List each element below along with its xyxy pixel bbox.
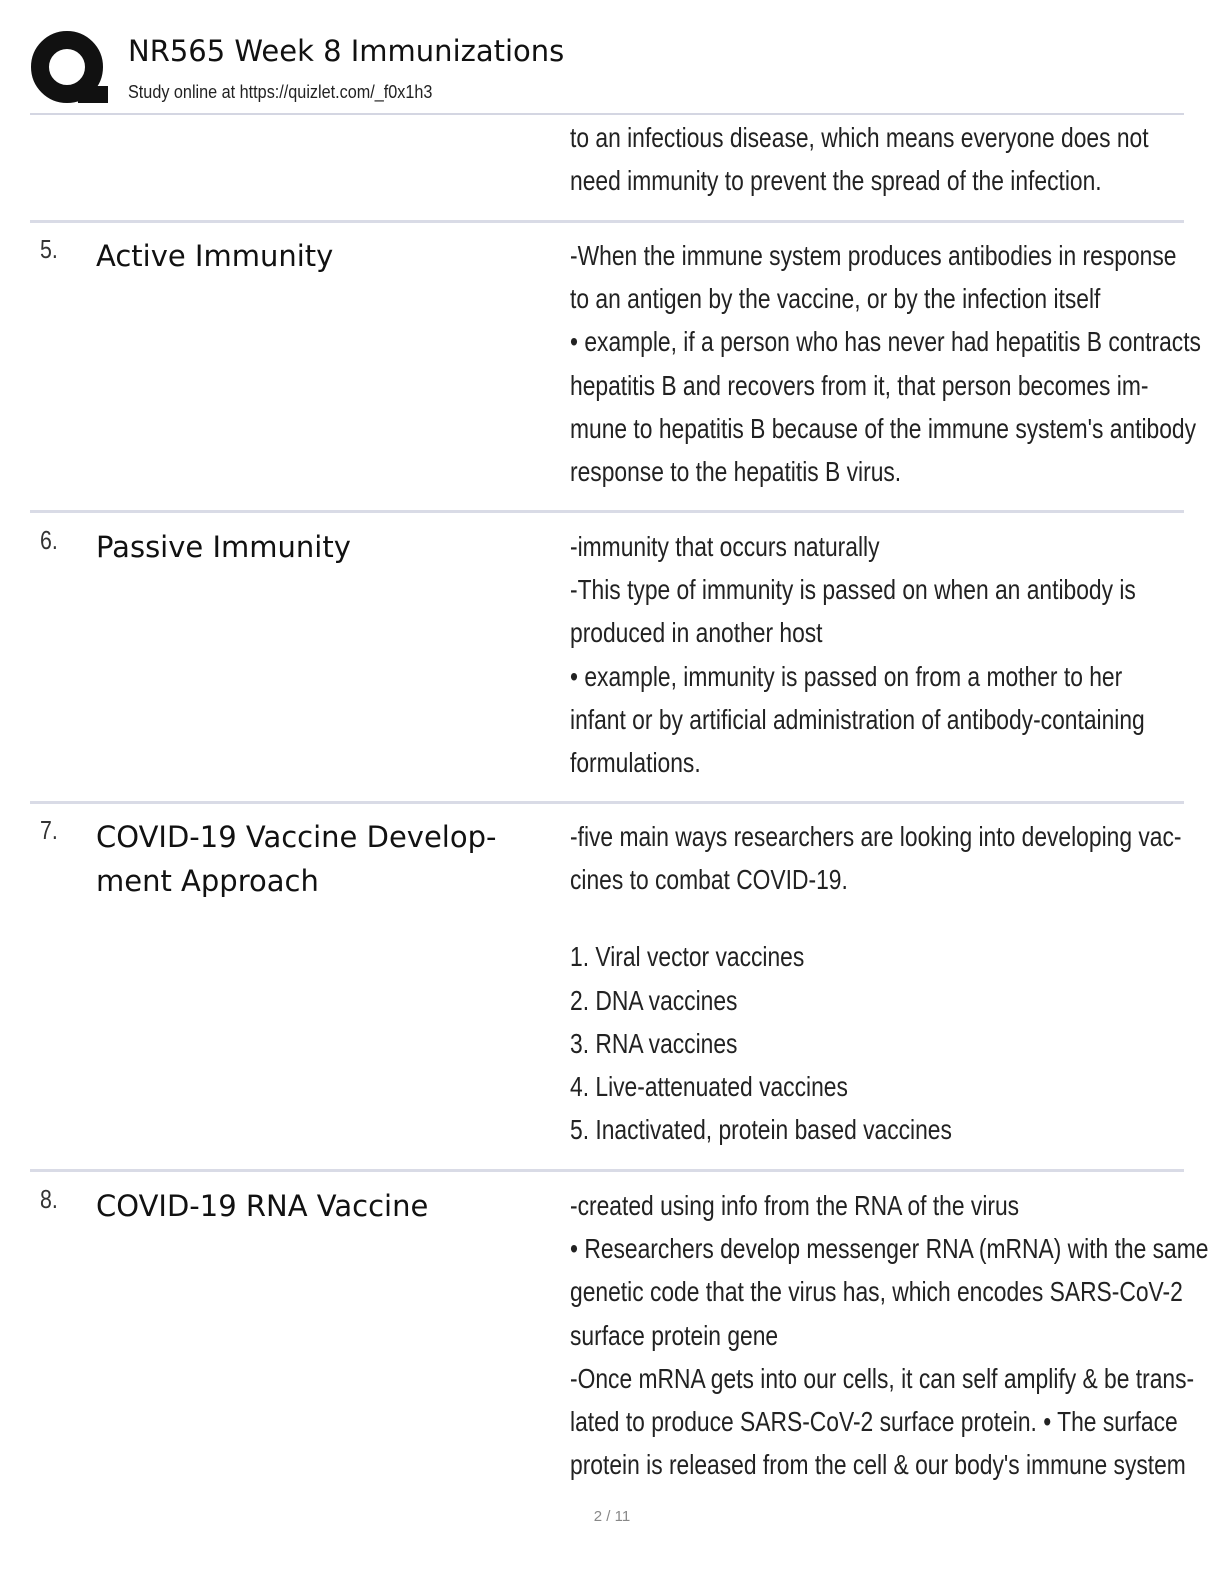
card-definition (570, 116, 1159, 202)
card-number: 8. (40, 1184, 58, 1214)
definition-line: -immunity that occurs naturally (570, 531, 880, 562)
definition-line: -Once mRNA gets into our cells, it can self amplify & be trans- (570, 1362, 1195, 1394)
term-line: COVID-19 Vaccine Develop- (96, 820, 497, 854)
list-item: 1. Viral vector vaccines (570, 941, 805, 973)
list-item: 4. Live-attenuated vaccines (570, 1071, 848, 1103)
definition-line: infant or by artificial administration of antibody-containing (570, 703, 1145, 735)
list-item: 3. RNA vaccines (570, 1027, 738, 1059)
definition-line: to an infectious disease, which means everyone does not (570, 122, 1149, 153)
card-definition (570, 525, 1159, 784)
term-line: ment Approach (96, 864, 319, 898)
card-number: 7. (40, 815, 58, 845)
definition-line: lated to produce SARS-CoV-2 surface protein. • The surface (570, 1406, 1178, 1438)
definition-line: • example, if a person who has never had hepatitis B contracts (570, 326, 1201, 358)
definition-line: • Researchers develop messenger RNA (mRNA) with the same (570, 1233, 1209, 1265)
card-definition (570, 815, 1182, 1151)
page-header (30, 30, 1185, 114)
card-term: Active Immunity (96, 239, 334, 273)
definition-line: hepatitis B and recovers from it, that person becomes im- (570, 369, 1149, 401)
paragraph-gap (570, 901, 1159, 935)
card-term (96, 815, 526, 903)
quizlet-logo-icon (30, 30, 108, 108)
header-divider (30, 113, 1184, 115)
card-number: 6. (40, 525, 58, 555)
card-term: Passive Immunity (96, 530, 351, 564)
definition-line: -When the immune system produces antibodies in response (570, 240, 1177, 271)
card-divider (30, 1169, 1184, 1172)
definition-line: -This type of immunity is passed on when an antibody is (570, 574, 1136, 606)
card-divider (30, 801, 1184, 804)
definition-line: need immunity to prevent the spread of the infection. (570, 165, 1102, 197)
card-term: COVID-19 RNA Vaccine (96, 1189, 429, 1223)
card-divider (30, 220, 1184, 223)
definition-line: mune to hepatitis B because of the immune system's antibody (570, 412, 1197, 444)
card-definition (570, 234, 1201, 493)
study-online-link[interactable]: Study online at https://quizlet.com/_f0x1h3 (128, 82, 433, 102)
definition-line: -created using info from the RNA of the virus (570, 1190, 1020, 1221)
definition-line: surface protein gene (570, 1319, 779, 1351)
list-item: 2. DNA vaccines (570, 984, 738, 1016)
definition-line: response to the hepatitis B virus. (570, 456, 902, 488)
definition-line: to an antigen by the vaccine, or by the infection itself (570, 283, 1101, 315)
definition-line: • example, immunity is passed on from a mother to her (570, 660, 1123, 692)
card-divider (30, 510, 1184, 513)
page-number: 2 / 11 (593, 1508, 631, 1525)
definition-line: -five main ways researchers are looking into developing vac- (570, 821, 1182, 852)
definition-line: produced in another host (570, 617, 823, 649)
card-definition (570, 1184, 1209, 1486)
definition-line: formulations. (570, 747, 701, 779)
definition-line: genetic code that the virus has, which encodes SARS-CoV-2 (570, 1276, 1183, 1308)
card-number: 5. (40, 234, 58, 264)
definition-line: cines to combat COVID-19. (570, 864, 848, 896)
definition-line: protein is released from the cell & our body's immune system (570, 1449, 1186, 1481)
list-item: 5. Inactivated, protein based vaccines (570, 1114, 952, 1146)
document-title: NR565 Week 8 Immunizations (128, 34, 565, 68)
